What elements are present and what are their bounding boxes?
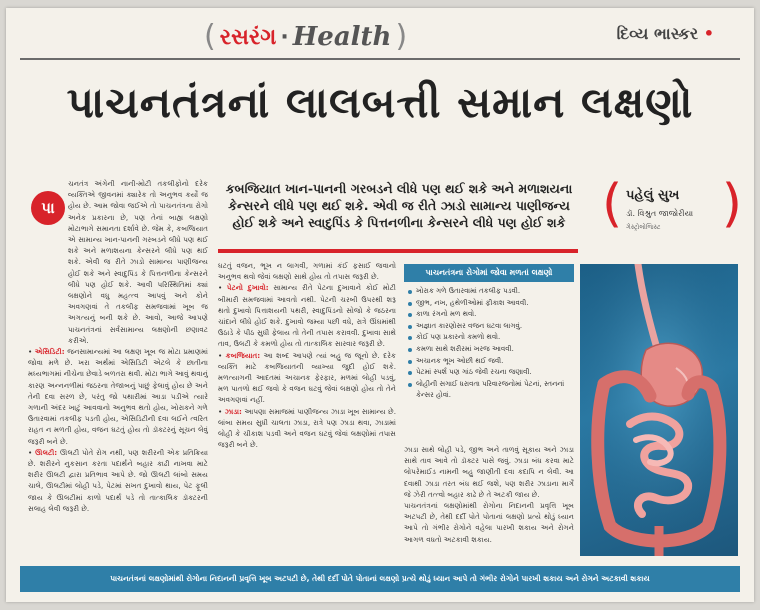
symptom-item: ખોરાક ગળે ઉતારવામાં તકલીફ પડવી.: [404, 286, 574, 298]
masthead-divider: [20, 58, 740, 60]
section-logo: ( રસરંગ · Health ): [204, 19, 408, 54]
logo-health-text: Health: [292, 22, 392, 52]
section-stomach-pain: • પેટનો દુખાવો: સામાન્ય રીતે પેટના દુખાવાને કોઈ મોટી બીમારી સમજવામાં આવતો નથી. પેટની ચરબી ઉપરથી શરૂ થતો દુખાવો પિત્તાશયની પથરી, સ્વાદુપિંડનો સોજો કે જઠરના ચાંદાને લીધે હોઈ શકે. દુખાવો જમ્યા પછી વધે, રાત્રે ઊંઘમાંથી ઉઠાડે કે પીઠ સુધી ફેલાય તો તેની તપાસ કરાવવી. દુખાવા સાથે તાવ, ઉલટી કે કમળો હોય તો તાત્કાલિક સારવાર જરૂરી છે.: [218, 283, 396, 349]
symptoms-box-title: પાચનતંત્રના રોગોમાં જોવા મળતાં લક્ષણો: [404, 264, 574, 282]
columnist-box: ( પહેલું સુખ ડૉ. વિશ્રુત જાજોરીયા ગેસ્ટ્રોલોજિસ્ટ ): [602, 174, 742, 234]
symptom-item: અચાનક ભૂખ ઓછી થઈ જવી.: [404, 356, 574, 368]
section-vomiting: • ઊલટી: ઊલટી પોતે રોગ નથી, પણ શરીરની એક પ્રતિક્રિયા છે. શરીરને નુકસાન કરતા પદાર્થને બહાર કાઢી નાખવા માટે શરીર ઊલટી દ્વારા પ્રતિભાવ આપે છે. જો ઊલટી લાંબો સમય ચાલે, ઊલટીમાં લોહી પડે, પેટમાં સખત દુખાવો થાય, પેટ ફૂલી જાય કે ઊલટીમાં કાળો પદાર્થ પડે તો તાત્કાલિક ડૉક્ટરની સલાહ લેવી જરૂરી છે.: [28, 447, 208, 513]
newspaper-name: દિવ્ય ભાસ્કર •: [616, 24, 714, 43]
section-diarrhea: • ઝાડા: આપણા સમાજમાં પાણીજન્ય ઝાડા ખૂબ સામાન્ય છે. લાંબા સમય સુધી ચાલતા ઝાડા, રાત્રે પણ ઝાડા થવા, ઝાડામાં લોહી કે ચીકાશ પડવી અને વજન ઘટવું જેવાં લક્ષણોમાં તપાસ જરૂરી બને છે.: [218, 406, 396, 450]
newspaper-page: [6, 8, 754, 602]
section-constipation: • કબજિયાત: આ શબ્દ આપણે ત્યાં બહુ જ જૂનો છે. દરેક વ્યક્તિ માટે કબજિયાતની વ્યાખ્યા જુદી હોઈ શકે. મળત્યાગની આદતમાં અચાનક ફેરફાર, મળમાં લોહી પડવું, મળ પાતળો થઈ જવો કે વજન ઘટવું જેવાં લક્ષણો હોય તો તેને અવગણવાં નહીં.: [218, 350, 396, 405]
symptoms-box: [404, 264, 574, 438]
article-column-3: ઝાડા સાથે લોહી પડે, જીભ અને તાળવું સૂકાય અને ઝાડા સાથે તાવ આવે તો ડૉક્ટર પાસે જવું. ઝાડા બંધ કરવા માટે લોપરેમાઈડ નામની બહુ જાણીતી દવા કદાપિ ન લેવી. આ દવાથી ઝાડા તરત બંધ થઈ જશે, પણ શરીર ઝાડાના માર્ગે જે ઝેરી તત્ત્વો બહાર કાઢે છે તે અટકી જાય છે. પાચનતંત્રનાં લક્ષણોમાંથી રોગોના નિદાનની પ્રવૃત્તિ ખૂબ અટપટી છે, તેથી દર્દી પોતે પોતાનાં લક્ષણો પ્રત્યે થોડું ધ્યાન આપે તો ગંભીર રોગોને વહેલા પારખી શકાય અને રોગને આગળ વધતો અટકાવી શકાય.: [404, 445, 574, 544]
symptom-item: જીભ, નખ, હથેળીઓમાં ફીકાશ આવવી.: [404, 298, 574, 310]
logo-red-text: રસરંગ: [219, 24, 277, 50]
symptom-item: કાળા રંગનો મળ થવો.: [404, 309, 574, 321]
subhead-divider: [218, 249, 578, 253]
symptoms-list: [404, 286, 574, 402]
article-column-2: ઘટતું વજન, ભૂખ ન લાગવી, ગળામાં કંઈ ફસાઈ જવાનો અનુભવ થવો જેવાં લક્ષણો સાથે હોય તો તપાસ જરૂરી છે. • પેટનો દુખાવો: સામાન્ય રીતે પેટના દુખાવાને કોઈ મોટી બીમારી સમજવામાં આવતો નથી. પેટની ચરબી ઉપરથી શરૂ થતો દુખાવો પિત્તાશયની પથરી, સ્વાદુપિંડનો સોજો કે જઠરના ચાંદાને લીધે હોઈ શકે. દુખાવો જમ્યા પછી વધે, રાત્રે ઊંઘમાંથી ઉઠાડે કે પીઠ સુધી ફેલાય તો તેની તપાસ કરાવવી. દુખાવા સાથે તાવ, ઉલટી કે કમળો હોય તો તાત્કાલિક સારવાર જરૂરી છે. • કબજિયાત: આ શબ્દ આપણે ત્યાં બહુ જ જૂનો છે. દરેક વ્યક્તિ માટે કબજિયાતની વ્યાખ્યા જુદી હોઈ શકે. મળત્યાગની આદતમાં અચાનક ફેરફાર, મળમાં લોહી પડવું, મળ પાતળો થઈ જવો કે વજન ઘટવું જેવાં લક્ષણો હોય તો તેને અવગણવાં નહીં. • ઝાડા: આપણા સમાજમાં પાણીજન્ય ઝાડા ખૂબ સામાન્ય છે. લાંબા સમય સુધી ચાલતા ઝાડા, રાત્રે પણ ઝાડા થવા, ઝાડામાં લોહી કે ચીકાશ પડવી અને વજન ઘટવું જેવાં લક્ષણોમાં તપાસ જરૂરી બને છે.: [218, 261, 396, 450]
intro-paragraph: ચનતંત્ર અંગેની નાની-મોટી તકલીફોનો દરેક વ્યક્તિએ જીવનમાં ક્યારેક તો અનુભવ કર્યો જ હોય છે. આમ જોવા જઈએ તો પાચનતંત્રના રોગો અનેક પ્રકારના છે, પણ તેનાં બાહ્ય લક્ષણો મોટાભાગે સમાનતા દર્શાવે છે. જેમ કે, કબજિયાત એ સામાન્ય ખાન-પાનની ગરબડને લીધે પણ થઈ શકે અને મળાશયના કેન્સરને લીધે પણ થઈ શકે. એવી જ રીતે ઝાડો સામાન્ય પાણીજન્ય હોઈ શકે અને સ્વાદુપિંડ કે પિત્તનળીના કેન્સરને લીધે પણ હોઈ શકે. આવી પરિસ્થિતિમાં ક્યાં લક્ષણોને વધુ મહત્ત્વ આપવું અને કોને અવગણવાં તે તકલીફ સમજવામાં ખૂબ જ અગત્યનું બની શકે છે. આવો, આજે આપણે પાચનતંત્રનાં સર્વસામાન્ય લક્ષણોની છણાવટ કરીએ.: [68, 179, 208, 345]
column-title: પહેલું સુખ: [626, 188, 680, 203]
author-role: ગેસ્ટ્રોલોજિસ્ટ: [626, 223, 661, 231]
symptom-item: અજ્ઞાત કારણોસર વજન ઘટવા લાગવું.: [404, 321, 574, 333]
headline: પાચનતંત્રનાં લાલબત્તી સમાન લક્ષણો: [66, 78, 694, 127]
author-name: ડૉ. વિશ્રુત જાજોરીયા: [626, 209, 694, 218]
symptom-item: કમળા સાથે શરીરમાં ખરજ આવવી.: [404, 344, 574, 356]
symptom-item: કોઈ પણ પ્રકારનો કમળો થવો.: [404, 332, 574, 344]
article-column-1: [28, 178, 208, 554]
symptom-item: લોહીની સગાઈ ધરાવતા પરિવારજનોમાં પેટનાં, સ્તનનાં કેન્સર હોવાં.: [404, 379, 574, 402]
footer-banner: પાચનતંત્રનાં લક્ષણોમાંથી રોગોના નિદાનની પ્રવૃત્તિ ખૂબ અટપટી છે, તેથી દર્દી પોતે પોતાનાં લક્ષણો પ્રત્યે થોડું ધ્યાન આપે તો ગંભીર રોગોને પારખી શકાય અને રોગને અટકાવી શકાય: [20, 566, 740, 592]
digestive-system-illustration: [580, 264, 738, 556]
symptom-item: પેટમાં સ્પર્શ પણ ગાંઠ જેવી રચના જણાવી.: [404, 367, 574, 379]
digestive-system-image: [580, 264, 738, 556]
drop-cap: પા: [31, 191, 65, 225]
section-acidity: • એસિડિટી: જનસામાન્યમાં આ લક્ષણ ખૂબ જ મોટા પ્રમાણમાં જોવા મળે છે. ખરા અર્થમાં એસિડિટી એટલે કે છાતીના મધ્યભાગમાં નીચેના છેવાડે બળતરા થવી. મોટા ભાગે આવું થવાનું કારણ અન્નનળીમાં જઠરના તેજાબનું પાછું ફેલાવું હોય છે અને તેની દવા સરળ છે, પરંતુ જો પથારીમાં આડા પડીએ ત્યારે ગળાની અંદર ખાટું આવવાનો અનુભવ થતો હોય, ખોરાકને ગળે ઉતારવામાં તકલીફ પડતી હોય, એસિડિટીની દવા લઈને ત્વરિત રાહત ન મળતી હોય, વજન ઘટતું હોય તો ડૉક્ટરનું સૂચન લેવું જરૂરી બને છે.: [28, 347, 208, 446]
subheadline: કબજિયાત ખાન-પાનની ગરબડને લીધે પણ થઈ શકે અને મળાશયના કેન્સરને લીધે પણ થઈ શકે. એવી જ રીતે ઝાડો સામાન્ય પાણીજન્ય હોઈ શકે અને સ્વાદુપિંડ કે પિત્તનળીના કેન્સરને લીધે પણ હોઈ શકે: [225, 181, 573, 230]
